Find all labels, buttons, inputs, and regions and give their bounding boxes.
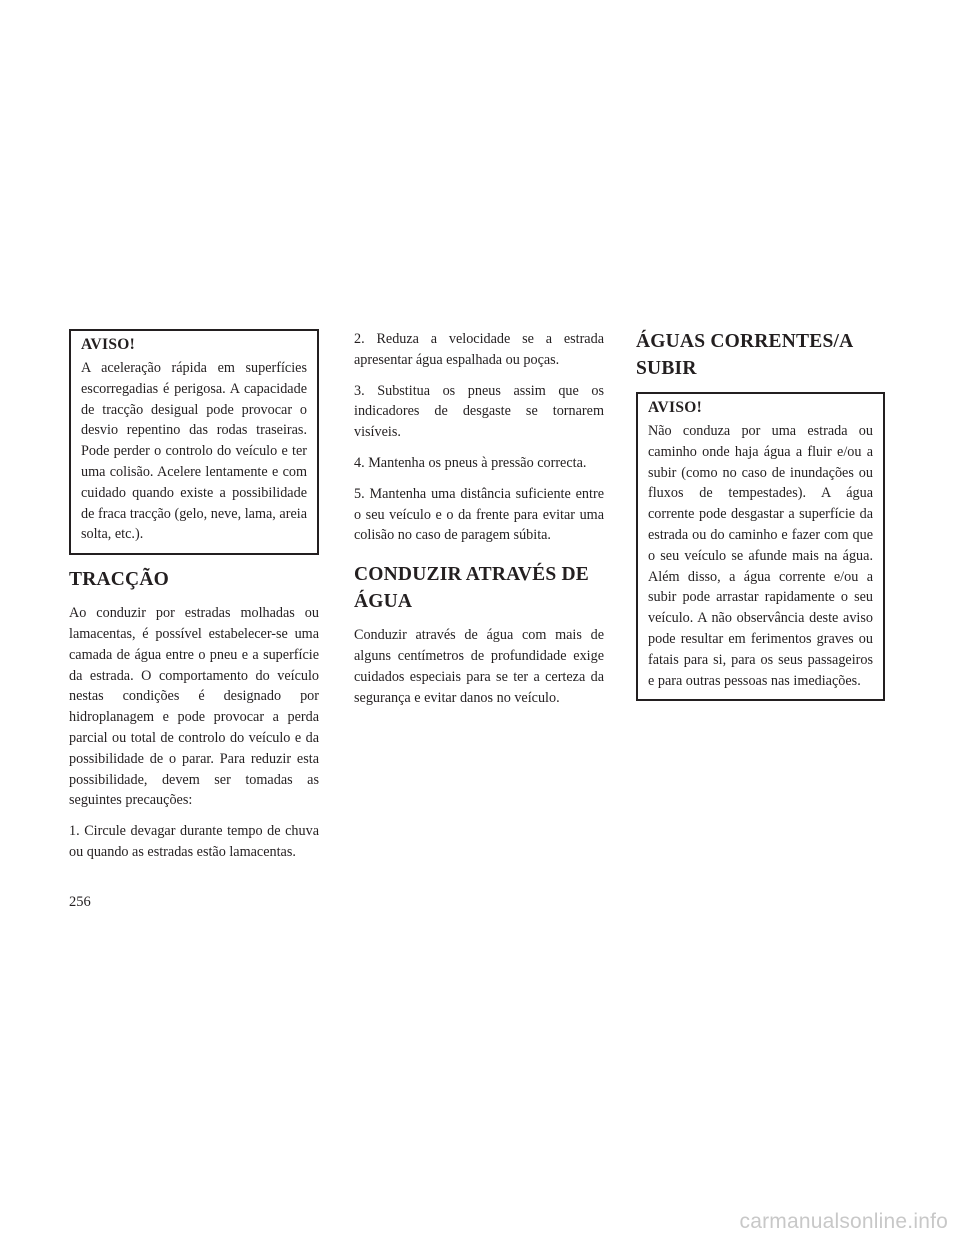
watermark: carmanualsonline.info <box>739 1210 948 1233</box>
section-heading-driving-through-water: CONDUZIR ATRAVÉS DE ÁGUA <box>354 564 589 613</box>
section-heading-traction: TRACÇÃO <box>69 569 169 591</box>
warning-title: AVISO! <box>648 399 703 416</box>
column-middle <box>354 329 604 718</box>
warning-text: A aceleração rápida em superfícies escorregadias é perigosa. A capacidade de tracção desigual pode provocar o desvio repentino das rodas traseiras. Pode perder o controlo do veículo e ter uma colisão. Acelere lentamente e com cuidado quando existe a possibilidade de fraca tracção (gelo, neve, lama, areia solta, etc.). <box>81 360 307 543</box>
warning-box-running-water <box>636 392 885 701</box>
list-item-4: 4. Mantenha os pneus à pressão correcta. <box>354 454 587 471</box>
page-number: 256 <box>69 894 91 910</box>
warning-box-traction <box>69 329 319 555</box>
column-right <box>636 329 886 701</box>
paragraph-hydroplaning: Ao conduzir por estradas molhadas ou lamacentas, é possível estabelecer-se uma camada de água entre o pneu e a superfície da estrada. O comportamento do veículo nestas condições é designado por hidroplanagem e pode provocar a perda parcial ou total de controlo do veículo e da possibilidade de o parar. Para reduzir esta possibilidade, devem ser tomadas as seguintes precauções: <box>69 605 319 809</box>
warning-text: Não conduza por uma estrada ou caminho onde haja água a fluir e/ou a subir (como no caso de inundações ou fluxos de tempestades). A água corrente pode desgastar a superfície da estrada ou do caminho e fazer com que o seu veículo se afunde mais na água. Além disso, a água corrente e/ou a subir pode arrastar rapidamente o seu veículo. A não observância deste aviso pode resultar em ferimentos graves ou fatais para si, para os seus passageiros e para outras pessoas nas imediações. <box>648 423 873 689</box>
warning-title: AVISO! <box>81 336 136 353</box>
paragraph-driving-through-water: Conduzir através de água com mais de alguns centímetros de profundidade exige cuidados especiais para se ter a certeza da segurança e evitar danos no veículo. <box>354 627 604 706</box>
list-item-2: 2. Reduza a velocidade se a estrada apresentar água espalhada ou poças. <box>354 331 604 368</box>
column-left <box>69 329 319 873</box>
section-heading-running-water: ÁGUAS CORRENTES/A SUBIR <box>636 331 853 379</box>
list-item-1: 1. Circule devagar durante tempo de chuva ou quando as estradas estão lamacentas. <box>69 823 319 860</box>
list-item-5: 5. Mantenha uma distância suficiente entre o seu veículo e o da frente para evitar uma colisão no caso de paragem súbita. <box>354 485 604 544</box>
list-item-3: 3. Substitua os pneus assim que os indicadores de desgaste se tornarem visíveis. <box>354 382 604 441</box>
